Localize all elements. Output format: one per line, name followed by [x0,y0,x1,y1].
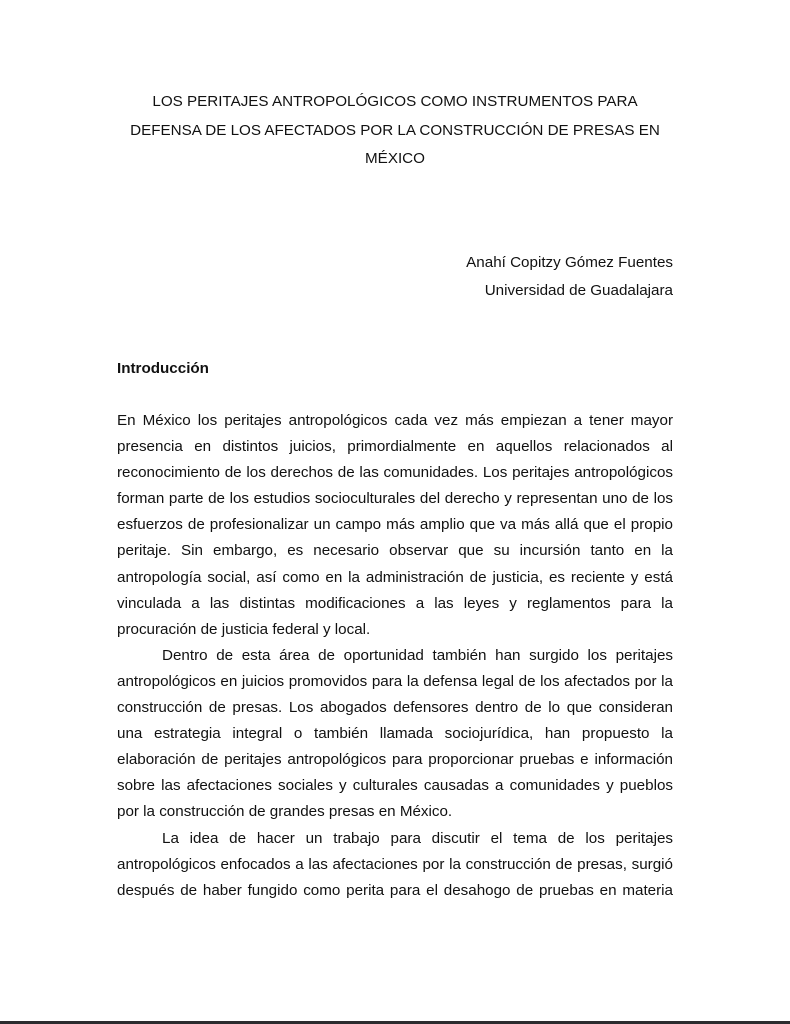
text-line: sobre las afectaciones sociales y culturales causadas a comunidades y pueblos [117,777,673,795]
text-line: forman parte de los estudios socioculturales del derecho y representan uno de los [117,490,673,508]
text-line: esfuerzos de profesionalizar un campo más amplio que va más allá que el propio [117,516,673,534]
text-line: antropología social, así como en la administración de justicia, es reciente y está [117,568,673,586]
text-line: En México los peritajes antropológicos cada vez más empiezan a tener mayor [117,412,673,429]
section-heading: Introducción [117,360,209,377]
text-line: antropológicos en juicios promovidos para la defensa legal de los afectados por la [117,672,673,690]
text-line: construcción de presas. Los abogados defensores dentro de lo que consideran [117,699,673,717]
text-line: La idea de hacer un trabajo para discutir el tema de los peritajes [162,829,673,847]
author-block [466,249,673,305]
text-line: antropológicos enfocados a las afectaciones por la construcción de presas, surgió [117,855,673,873]
text-line: elaboración de peritajes antropológicos para proporcionar pruebas e información [117,751,673,769]
body-text [117,408,673,904]
text-line: vinculada a las distintas modificaciones a las leyes y reglamentos para la [117,594,673,612]
author-affiliation: Universidad de Guadalajara [484,282,673,299]
text-line: Dentro de esta área de oportunidad también han surgido los peritajes [162,646,673,664]
text-line: reconocimiento de los derechos de las comunidades. Los peritajes antropológicos [117,464,673,482]
title-line: DEFENSA DE LOS AFECTADOS POR LA CONSTRUCCIÓN DE PRESAS EN [130,121,660,139]
author-name: Anahí Copitzy Gómez Fuentes [466,254,673,271]
document-title [117,88,673,174]
title-line: LOS PERITAJES ANTROPOLÓGICOS COMO INSTRUMENTOS PARA [152,93,638,110]
text-line: una estrategia integral o también llamada sociojurídica, han propuesto la [117,725,673,743]
text-line: por la construcción de grandes presas en México. [117,803,453,821]
text-line: después de haber fungido como perita para el desahogo de pruebas en materia [117,881,673,899]
text-line: presencia en distintos juicios, primordialmente en aquellos relacionados al [117,438,673,456]
text-line: procuración de justicia federal y local. [117,620,371,638]
title-line: MÉXICO [365,150,425,167]
text-line: peritaje. Sin embargo, es necesario observar que su incursión tanto en la [117,542,673,560]
